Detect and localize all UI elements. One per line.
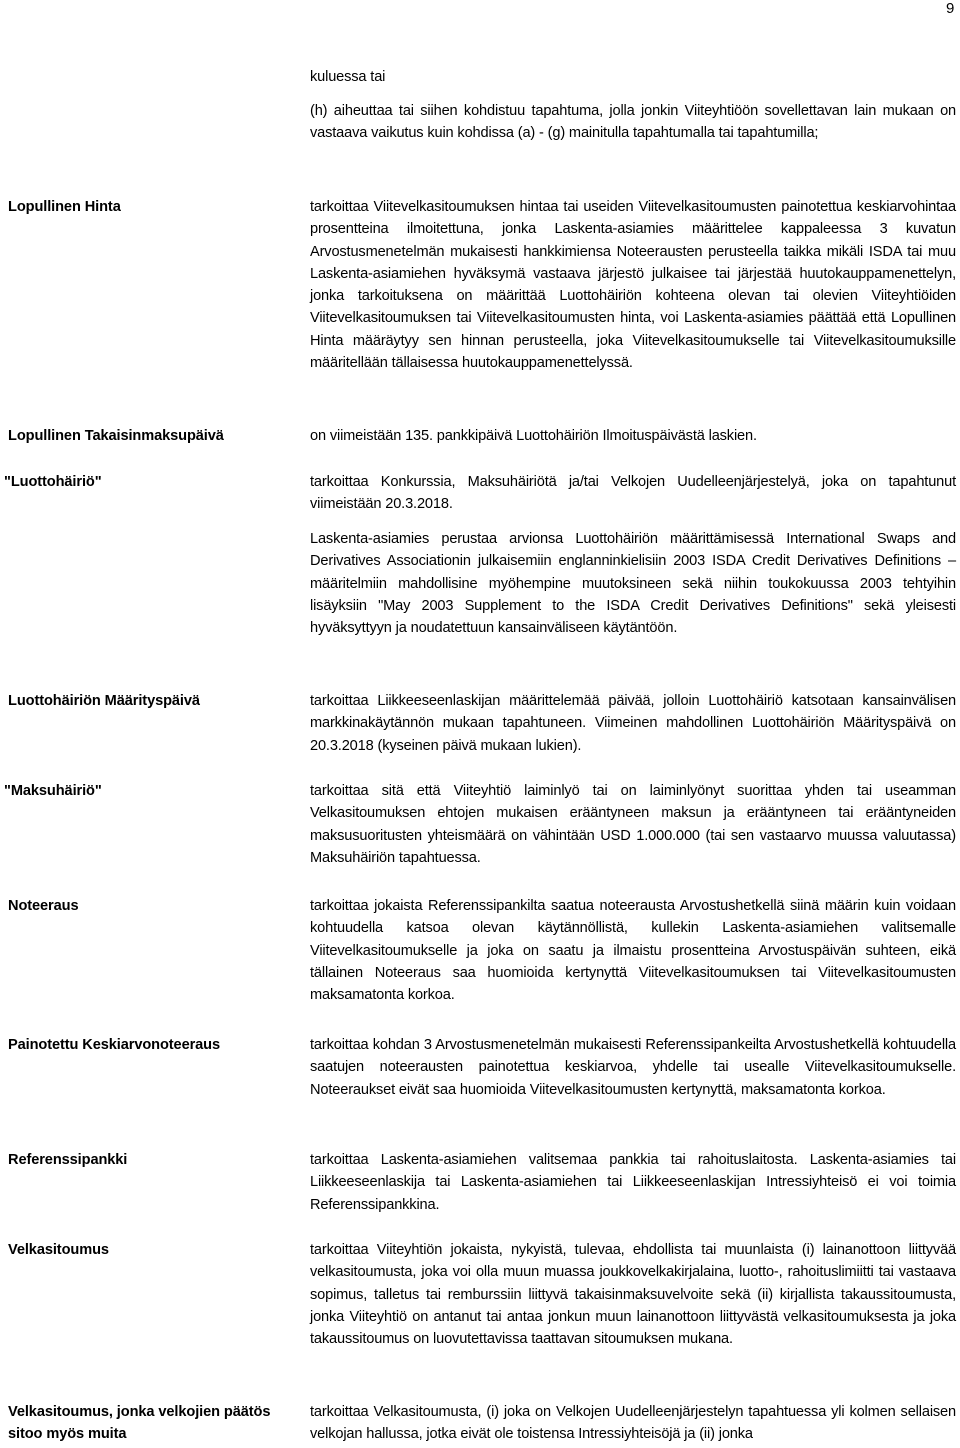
definition-velkasitoumus: tarkoittaa Viiteyhtiön jokaista, nykyistä, tulevaa, ehdollista tai muunlaista (i) lainanottoon liittyvää velkasitoumusta, joka voi olla muun muassa joukkovelkakirjalaina, luotto-, rahoituslimiitti tai vastaava sopimus, talletus tai remburssiin liittyvä takaisinmaksuvelvoite sekä (ii) kirjallista takaussitoumusta, jonka Viiteyhtiö on antanut tai antaa jonkun muun lainanottoon liittyvästä velkasitoumuksesta ja joka takaussitoumus on luovutettavissa taattavan sitoumuksen mukana.: [310, 1242, 956, 1348]
definition-maksuhairio: tarkoittaa sitä että Viiteyhtiö laiminlyö tai on laiminlyönyt suorittaa yhden tai useamman Velkasitoumuksen ehtojen mukaisen erääntyneen maksun ja erääntyneen tai erääntyneiden maksusuoritusten yhteismäärä on vähintään USD 1.000.000 (tai sen vastaarvo muussa valuutassa) Maksuhäiriön tapahtuessa.: [310, 783, 956, 866]
term-velkasitoumus-velkojien-paatos: Velkasitoumus, jonka velkojien päätös sitoo myös muita: [8, 1404, 271, 1443]
term-luottohairio: "Luottohäiriö": [4, 474, 102, 490]
term-lopullinen-takaisinmaksupaiva: Lopullinen Takaisinmaksupäivä: [8, 428, 224, 444]
definition-luottohairion-maarityspaiva: tarkoittaa Liikkeeseenlaskijan määrittelemää päivää, jolloin Luottohäiriö katsotaan kansainvälisen markkinakäytännön mukaan tapahtuneen. Viimeinen mahdollinen Luottohäiriön Määrityspäivä on 20.3.2018 (kyseinen päivä mukaan lukien).: [310, 693, 956, 754]
intro-continuation: kuluessa tai: [310, 69, 386, 85]
definition-velkasitoumus-velkojien-paatos: tarkoittaa Velkasitoumusta, (i) joka on Velkojen Uudelleenjärjestelyn tapahtuessa yli kolmen sellaisen velkojan hallussa, jotka eivät ole toistensa Intressiyhteisöjä ja (ii) jonka: [310, 1404, 956, 1443]
term-maksuhairio: "Maksuhäiriö": [4, 783, 102, 799]
term-referenssipankki: Referenssipankki: [8, 1152, 128, 1168]
page-number: 9: [946, 0, 955, 17]
intro-clause-h: (h) aiheuttaa tai siihen kohdistuu tapahtuma, jolla jonkin Viiteyhtiöön sovellettavan lain mukaan on vastaava vaikutus kuin kohdissa (a) - (g) mainitulla tapahtumalla tai tapahtumilla;: [310, 103, 956, 142]
definition-referenssipankki: tarkoittaa Laskenta-asiamiehen valitsemaa pankkia tai rahoituslaitosta. Laskenta-asiamies tai Liikkeeseenlaskija tai Laskenta-asiamiehen tai Liikkeeseenlaskijan Intressiyhteisö ei voi toimia Referenssipankkina.: [310, 1152, 956, 1213]
term-painotettu-keskiarvonoteeraus: Painotettu Keskiarvonoteeraus: [8, 1037, 221, 1053]
definition-lopullinen-hinta: tarkoittaa Viitevelkasitoumuksen hintaa tai useiden Viitevelkasitoumusten painotettua keskiarvohintaa prosentteina ilmoitettuna, jonka Laskenta-asiamies määrittelee kappaleessa 3 kuvatun Arvostusmenetelmän mukaisesti hankkimiensa Noteerausten perusteella taikka mikäli ISDA tai muu Laskenta-asiamiehen hyväksymä vastaava järjestö julkaisee tai järjestää huutokauppamenettelyn, jonka tarkoituksena on määrittää Luottohäiriön kohteena olevan tai olevien Viiteyhtiöiden Viitevelkasitoumuksen tai Viitevelkasitoumusten hinta, voi Laskenta-asiamies päättää että Lopullinen Hinta määräytyy sen hinnan perusteella, joka Viitevelkasitoumukselle tai Viitevelkasitoumuksille määritellään tällaisessa huutokauppamenettelyssä.: [310, 199, 956, 372]
term-velkasitoumus: Velkasitoumus: [8, 1242, 109, 1258]
definition-luottohairio: tarkoittaa Konkurssia, Maksuhäiriötä ja/tai Velkojen Uudelleenjärjestelyä, joka on tapahtunut viimeistään 20.3.2018.: [310, 474, 956, 513]
term-luottohairion-maarityspaiva: Luottohäiriön Määrityspäivä: [8, 693, 200, 709]
definition-painotettu-keskiarvonoteeraus: tarkoittaa kohdan 3 Arvostusmenetelmän mukaisesti Referenssipankeilta Arvostushetkellä kohtuudella saatujen noteerausten painotettua keskiarvoa, yhdelle tai usealle Viitevelkasitoumukselle. Noteeraukset eivät saa huomioida Viitevelkasitoumusten kertynyttä, maksamatonta korkoa.: [310, 1037, 956, 1098]
term-noteeraus: Noteeraus: [8, 898, 79, 914]
definition-noteeraus: tarkoittaa jokaista Referenssipankilta saatua noteerausta Arvostushetkellä siinä määrin kuin voidaan kohtuudella katsoa olevan käytännöllistä, kullekin Laskenta-asiamiehen valitsemalle Viitevelkasitoumukselle ja joka on saatu ja ilmaistu prosentteina Arvostuspäivän suhteen, eikä tällainen Noteeraus saa huomioida kertynyttä Viitevelkasitoumuksen tai Viitevelkasitoumusten maksamatonta korkoa.: [310, 898, 956, 1004]
term-lopullinen-hinta: Lopullinen Hinta: [8, 199, 121, 215]
definition-luottohairio-isda: Laskenta-asiamies perustaa arvionsa Luottohäiriön määrittämisessä International Swaps and Derivatives Associationin julkaisemiin englanninkielisiin 2003 ISDA Credit Derivatives Definitions –määritelmiin mahdollisine myöhempine muutoksineen sekä niihin toukokuussa 2003 tehtyihin lisäyksiin "May 2003 Supplement to the ISDA Credit Derivatives Definitions" sekä yleisesti hyväksyttyyn ja noudatettuun kansainväliseen käytäntöön.: [310, 531, 956, 637]
definition-lopullinen-takaisinmaksupaiva: on viimeistään 135. pankkipäivä Luottohäiriön Ilmoituspäivästä laskien.: [310, 428, 757, 444]
